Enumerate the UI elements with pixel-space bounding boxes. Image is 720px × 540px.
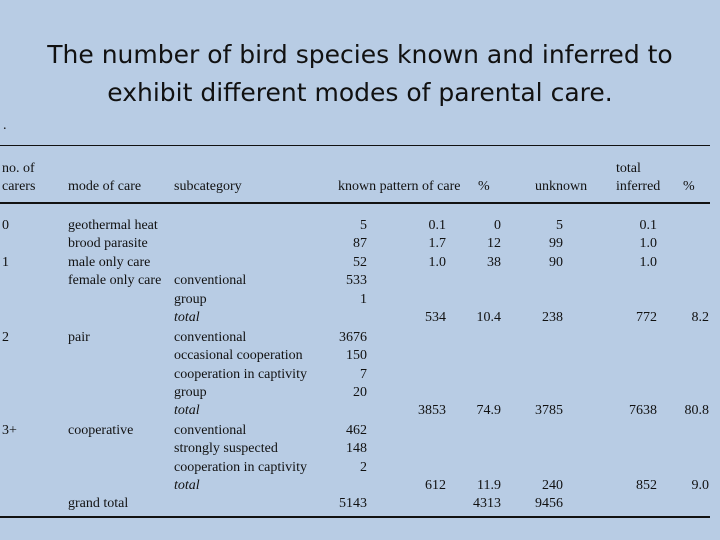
header-subcategory: subcategory: [174, 179, 242, 194]
header-total-line2: inferred: [616, 179, 661, 194]
subcategory-cell: cooperation in captivity: [174, 367, 307, 382]
subcategory-cell: occasional cooperation: [174, 348, 303, 363]
title-line-2: exhibit different modes of parental care.: [107, 78, 613, 107]
unknown-pct-cell: 0: [494, 218, 501, 233]
subcategory-cell: conventional: [174, 423, 247, 438]
mode-cell: cooperative: [68, 423, 134, 438]
table-bottom-rule: [0, 516, 710, 518]
count-cell: 150: [346, 348, 367, 363]
header-known: known pattern of care: [338, 179, 461, 194]
header-unknown: unknown: [535, 179, 588, 194]
stray-mark: .: [3, 118, 7, 133]
unknown-cell: 9456: [535, 496, 563, 511]
carers-cell: 1: [2, 255, 9, 270]
unknown-pct-cell: 10.4: [476, 310, 501, 325]
inferred-pct-cell: 9.0: [691, 478, 709, 493]
header-total-line1: total: [616, 161, 641, 176]
known-cell: 1.0: [428, 255, 446, 270]
unknown-cell: 3785: [535, 403, 563, 418]
inferred-cell: 1.0: [639, 236, 657, 251]
subcategory-cell: group: [174, 292, 207, 307]
known-cell: 0.1: [428, 218, 446, 233]
count-cell: 52: [353, 255, 367, 270]
header-carers-line2: carers: [2, 179, 36, 194]
count-cell: 3676: [339, 330, 367, 345]
subcategory-cell: total: [174, 478, 200, 493]
unknown-cell: 99: [549, 236, 563, 251]
count-cell: 1: [360, 292, 367, 307]
inferred-pct-cell: 80.8: [684, 403, 709, 418]
mode-cell: male only care: [68, 255, 151, 270]
subcategory-cell: total: [174, 403, 200, 418]
inferred-cell: 1.0: [639, 255, 657, 270]
unknown-pct-cell: 12: [487, 236, 501, 251]
known-cell: 534: [425, 310, 446, 325]
unknown-cell: 5: [556, 218, 563, 233]
count-cell: 20: [353, 385, 367, 400]
header-rule: [0, 202, 710, 204]
inferred-cell: 7638: [629, 403, 657, 418]
header-mode: mode of care: [68, 179, 142, 194]
unknown-cell: 238: [542, 310, 563, 325]
table-top-rule: [0, 145, 710, 146]
subcategory-cell: conventional: [174, 330, 247, 345]
inferred-pct-cell: 8.2: [691, 310, 709, 325]
subcategory-cell: strongly suspected: [174, 441, 278, 456]
mode-cell: pair: [68, 330, 90, 345]
known-cell: 612: [425, 478, 446, 493]
header-known-pct: %: [478, 179, 490, 194]
unknown-pct-cell: 11.9: [477, 478, 501, 493]
inferred-cell: 0.1: [639, 218, 657, 233]
inferred-cell: 772: [636, 310, 657, 325]
count-cell: 462: [346, 423, 367, 438]
unknown-cell: 90: [549, 255, 563, 270]
mode-cell: grand total: [68, 496, 129, 511]
unknown-pct-cell: 74.9: [476, 403, 501, 418]
title-line-1: The number of bird species known and inferred to: [47, 40, 673, 69]
header-total-pct: %: [683, 179, 695, 194]
subcategory-cell: conventional: [174, 273, 247, 288]
carers-cell: 2: [2, 330, 9, 345]
count-cell: 533: [346, 273, 367, 288]
slide-title: [0, 36, 720, 112]
unknown-cell: 240: [542, 478, 563, 493]
count-cell: 5143: [339, 496, 367, 511]
unknown-pct-cell: 38: [487, 255, 501, 270]
count-cell: 148: [346, 441, 367, 456]
mode-cell: brood parasite: [68, 236, 148, 251]
count-cell: 7: [360, 367, 367, 382]
subcategory-cell: group: [174, 385, 207, 400]
count-cell: 87: [353, 236, 367, 251]
mode-cell: female only care: [68, 273, 162, 288]
unknown-pct-cell: 4313: [473, 496, 501, 511]
known-cell: 3853: [418, 403, 446, 418]
mode-cell: geothermal heat: [68, 218, 158, 233]
subcategory-cell: total: [174, 310, 200, 325]
header-carers-line1: no. of: [2, 161, 35, 176]
count-cell: 5: [360, 218, 367, 233]
count-cell: 2: [360, 460, 367, 475]
inferred-cell: 852: [636, 478, 657, 493]
subcategory-cell: cooperation in captivity: [174, 460, 307, 475]
known-cell: 1.7: [428, 236, 446, 251]
carers-cell: 3+: [2, 423, 17, 438]
carers-cell: 0: [2, 218, 9, 233]
